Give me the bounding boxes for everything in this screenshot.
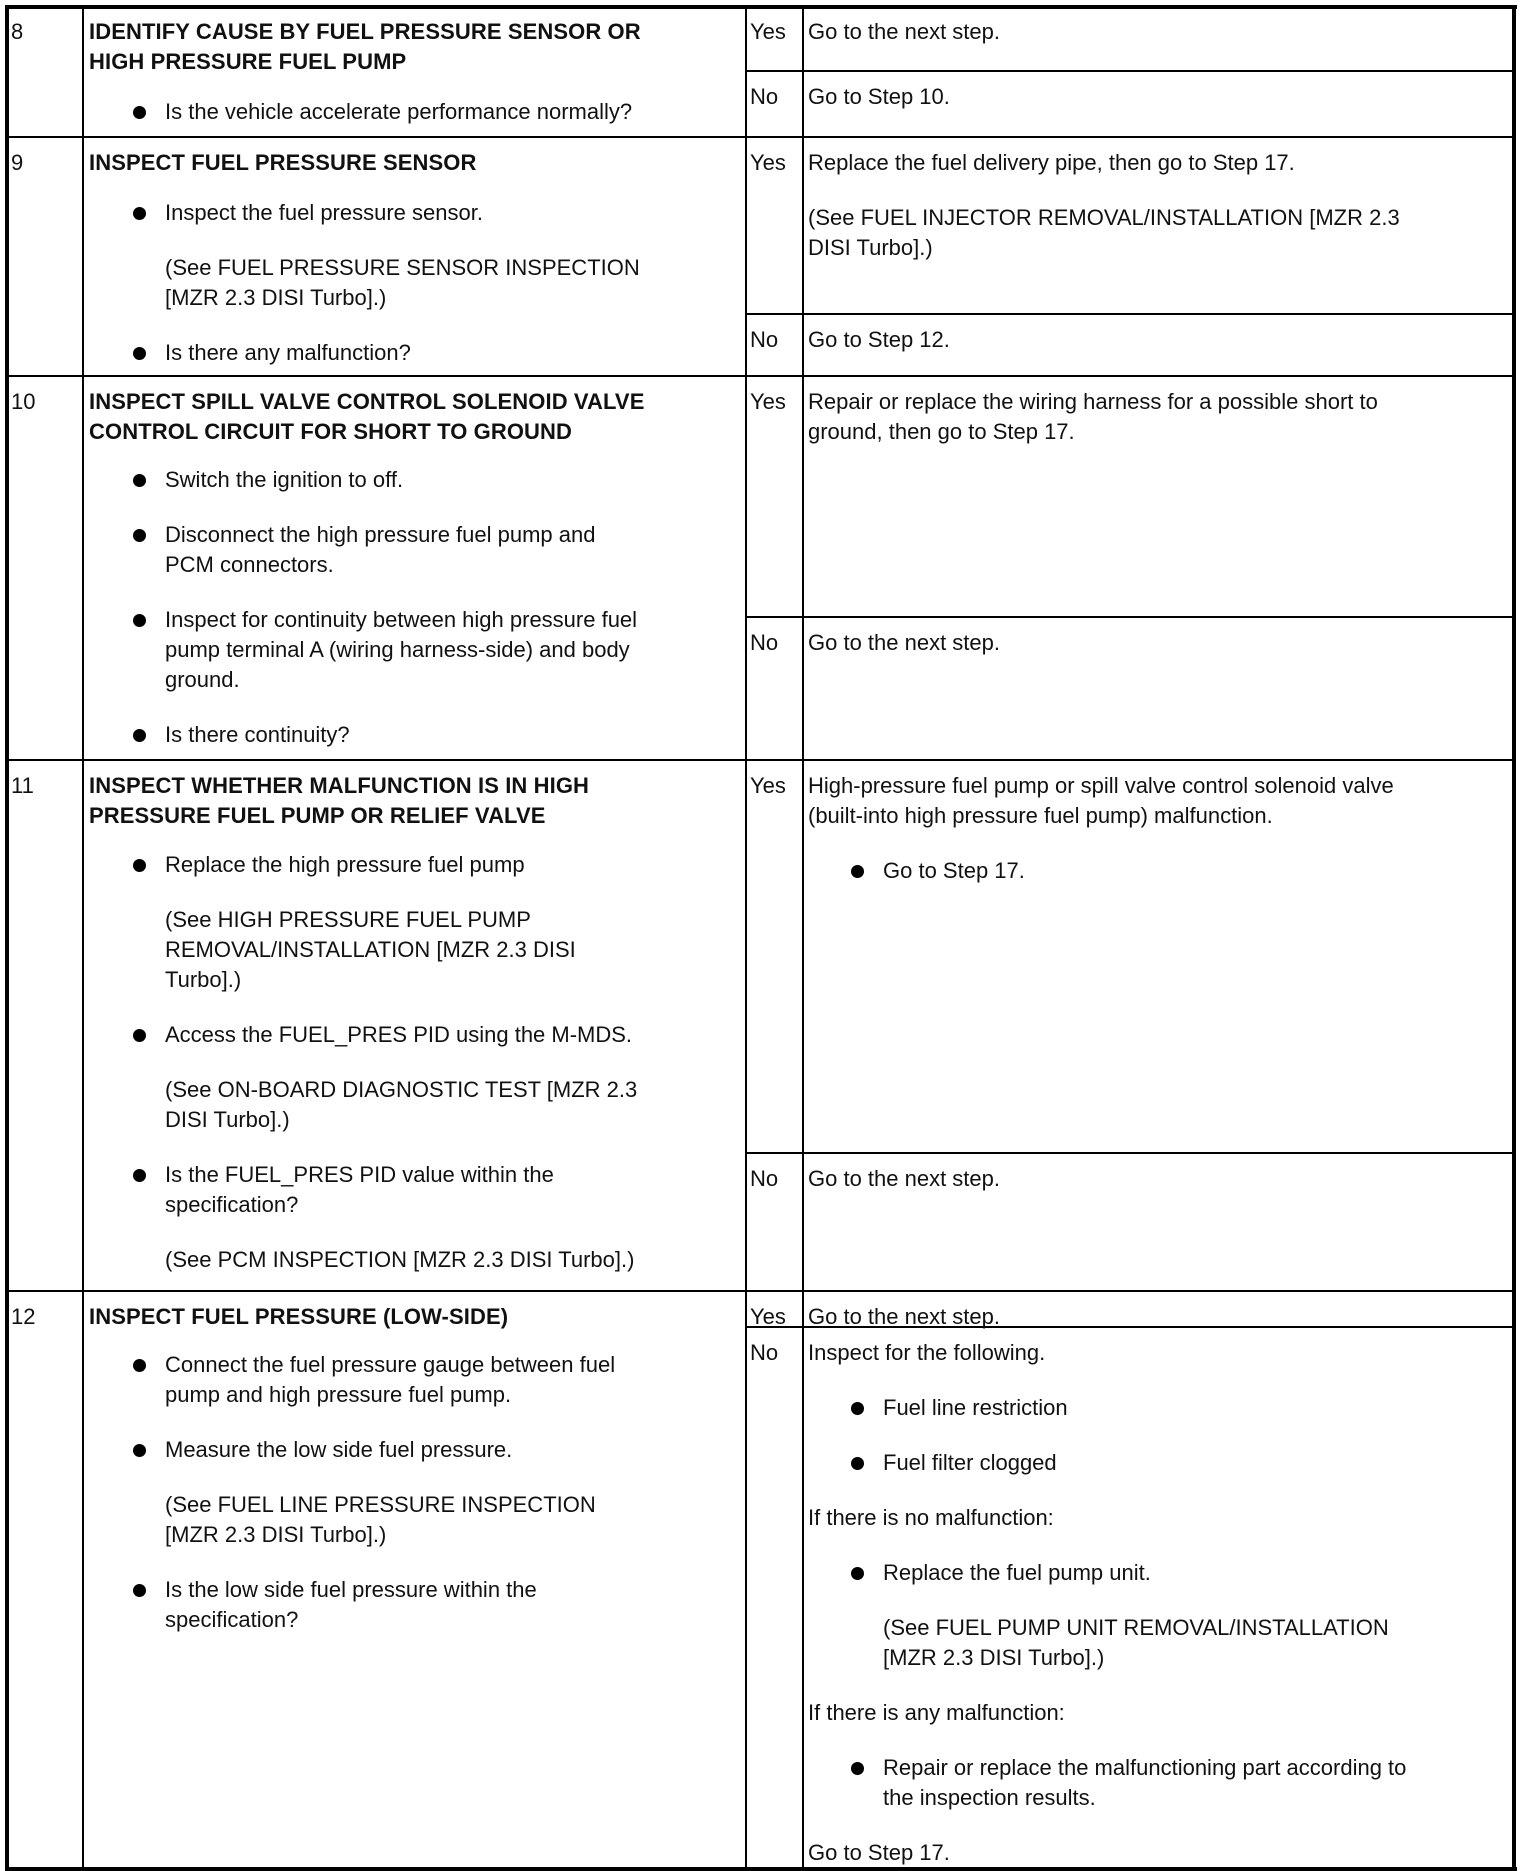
- result-no-text-line: Inspect for the following.: [808, 1340, 1046, 1365]
- action-bullet-line: Is there continuity?: [165, 722, 350, 747]
- bullet-icon: [133, 614, 146, 627]
- result-yes-text-line: (built-into high pressure fuel pump) malfunction.: [808, 803, 1273, 828]
- result-no-label: No: [750, 1340, 779, 1365]
- action-bullet-line: pump terminal A (wiring harness-side) and body: [165, 637, 630, 662]
- result-yes-bullet-line: Go to Step 17.: [883, 858, 1025, 883]
- action-para-line: (See FUEL PRESSURE SENSOR INSPECTION: [165, 255, 640, 280]
- step-title: INSPECT FUEL PRESSURE (LOW-SIDE): [89, 1304, 509, 1329]
- row-divider: [5, 759, 1516, 761]
- row-divider: [5, 375, 1516, 377]
- action-bullet-line: specification?: [165, 1607, 299, 1632]
- step-title: IDENTIFY CAUSE BY FUEL PRESSURE SENSOR OR: [89, 19, 641, 44]
- step-number: 10: [11, 389, 36, 414]
- action-bullet-line: Inspect the fuel pressure sensor.: [165, 200, 483, 225]
- result-divider: [745, 616, 1516, 618]
- result-no-para-line: [MZR 2.3 DISI Turbo].): [883, 1645, 1105, 1670]
- step-number: 11: [11, 773, 34, 798]
- action-para-line: [MZR 2.3 DISI Turbo].): [165, 1522, 387, 1547]
- action-para-line: (See HIGH PRESSURE FUEL PUMP: [165, 907, 531, 932]
- bullet-icon: [851, 1457, 864, 1470]
- bullet-icon: [133, 1584, 146, 1597]
- action-bullet-line: PCM connectors.: [165, 552, 334, 577]
- result-no-label: No: [750, 327, 779, 352]
- result-yes-label: Yes: [750, 773, 786, 798]
- bullet-icon: [133, 859, 146, 872]
- step-title: CONTROL CIRCUIT FOR SHORT TO GROUND: [89, 419, 573, 444]
- action-bullet-line: ground.: [165, 667, 240, 692]
- result-no-text-line: Go to the next step.: [808, 1166, 1001, 1191]
- result-no-bullet-line: Repair or replace the malfunctioning part according to: [883, 1755, 1407, 1780]
- bullet-icon: [133, 106, 146, 119]
- step-title: INSPECT FUEL PRESSURE SENSOR: [89, 150, 477, 175]
- action-para-line: REMOVAL/INSTALLATION [MZR 2.3 DISI: [165, 937, 576, 962]
- bullet-icon: [133, 529, 146, 542]
- bullet-icon: [851, 1567, 864, 1580]
- result-no-text-line: Go to the next step.: [808, 630, 1001, 655]
- action-para-line: (See PCM INSPECTION [MZR 2.3 DISI Turbo].): [165, 1247, 635, 1272]
- action-bullet-line: Is the vehicle accelerate performance normally?: [165, 99, 633, 124]
- result-yes-label: Yes: [750, 1304, 786, 1329]
- result-divider: [745, 1152, 1516, 1154]
- action-bullet-line: Is there any malfunction?: [165, 340, 411, 365]
- result-yes-text-line: Go to the next step.: [808, 19, 1001, 44]
- row-divider: [5, 1290, 1516, 1292]
- result-yes-label: Yes: [750, 389, 786, 414]
- action-bullet-line: Access the FUEL_PRES PID using the M-MDS.: [165, 1022, 633, 1047]
- result-yes-text-line: DISI Turbo].): [808, 235, 933, 260]
- action-bullet-line: Connect the fuel pressure gauge between fuel: [165, 1352, 616, 1377]
- result-no-text-line: If there is any malfunction:: [808, 1700, 1065, 1725]
- result-divider: [745, 70, 1516, 72]
- result-yes-label: Yes: [750, 150, 786, 175]
- action-bullet-line: Disconnect the high pressure fuel pump and: [165, 522, 596, 547]
- result-yes-text-line: Repair or replace the wiring harness for a possible short to: [808, 389, 1378, 414]
- step-number: 9: [11, 150, 24, 175]
- column-rule-action: [745, 5, 747, 1871]
- action-bullet-line: Is the low side fuel pressure within the: [165, 1577, 537, 1602]
- result-no-label: No: [750, 1166, 779, 1191]
- result-no-text-line: Go to Step 10.: [808, 84, 950, 109]
- bullet-icon: [133, 729, 146, 742]
- action-para-line: Turbo].): [165, 967, 242, 992]
- row-divider: [5, 136, 1516, 138]
- result-no-label: No: [750, 84, 779, 109]
- bullet-icon: [851, 1402, 864, 1415]
- action-para-line: (See ON-BOARD DIAGNOSTIC TEST [MZR 2.3: [165, 1077, 638, 1102]
- action-para-line: [MZR 2.3 DISI Turbo].): [165, 285, 387, 310]
- result-yes-text-line: Go to the next step.: [808, 1304, 1001, 1329]
- step-title: INSPECT WHETHER MALFUNCTION IS IN HIGH: [89, 773, 590, 798]
- action-bullet-line: Is the FUEL_PRES PID value within the: [165, 1162, 554, 1187]
- action-bullet-line: Inspect for continuity between high pressure fuel: [165, 607, 638, 632]
- step-number: 8: [11, 19, 24, 44]
- bullet-icon: [133, 347, 146, 360]
- action-para-line: (See FUEL LINE PRESSURE INSPECTION: [165, 1492, 596, 1517]
- step-title: INSPECT SPILL VALVE CONTROL SOLENOID VALVE: [89, 389, 645, 414]
- action-bullet-line: specification?: [165, 1192, 299, 1217]
- result-no-bullet-line: Fuel filter clogged: [883, 1450, 1057, 1475]
- bullet-icon: [133, 1444, 146, 1457]
- result-no-bullet-line: Fuel line restriction: [883, 1395, 1068, 1420]
- result-no-bullet-line: Replace the fuel pump unit.: [883, 1560, 1151, 1585]
- bullet-icon: [851, 865, 864, 878]
- bullet-icon: [133, 207, 146, 220]
- bullet-icon: [133, 1359, 146, 1372]
- result-yes-text-line: High-pressure fuel pump or spill valve control solenoid valve: [808, 773, 1394, 798]
- bullet-icon: [851, 1762, 864, 1775]
- bullet-icon: [133, 1169, 146, 1182]
- result-no-bullet-line: the inspection results.: [883, 1785, 1096, 1810]
- step-title: HIGH PRESSURE FUEL PUMP: [89, 49, 407, 74]
- result-divider: [745, 313, 1516, 315]
- action-bullet-line: pump and high pressure fuel pump.: [165, 1382, 512, 1407]
- result-no-text-line: If there is no malfunction:: [808, 1505, 1054, 1530]
- action-bullet-line: Measure the low side fuel pressure.: [165, 1437, 513, 1462]
- result-no-text-line: Go to Step 17.: [808, 1840, 950, 1865]
- action-bullet-line: Switch the ignition to off.: [165, 467, 404, 492]
- action-bullet-line: Replace the high pressure fuel pump: [165, 852, 525, 877]
- result-yes-text-line: (See FUEL INJECTOR REMOVAL/INSTALLATION [MZR 2.3: [808, 205, 1400, 230]
- action-para-line: DISI Turbo].): [165, 1107, 290, 1132]
- result-no-label: No: [750, 630, 779, 655]
- result-yes-label: Yes: [750, 19, 786, 44]
- step-number: 12: [11, 1304, 36, 1329]
- table-top-border: [5, 5, 1517, 9]
- result-yes-text-line: Replace the fuel delivery pipe, then go to Step 17.: [808, 150, 1295, 175]
- table-left-border: [5, 5, 9, 1871]
- bullet-icon: [133, 474, 146, 487]
- result-no-text-line: Go to Step 12.: [808, 327, 950, 352]
- bullet-icon: [133, 1029, 146, 1042]
- column-rule-result-label: [802, 5, 804, 1871]
- result-no-para-line: (See FUEL PUMP UNIT REMOVAL/INSTALLATION: [883, 1615, 1389, 1640]
- table-right-border: [1512, 5, 1516, 1871]
- column-rule-step: [82, 5, 84, 1871]
- result-yes-text-line: ground, then go to Step 17.: [808, 419, 1075, 444]
- step-title: PRESSURE FUEL PUMP OR RELIEF VALVE: [89, 803, 546, 828]
